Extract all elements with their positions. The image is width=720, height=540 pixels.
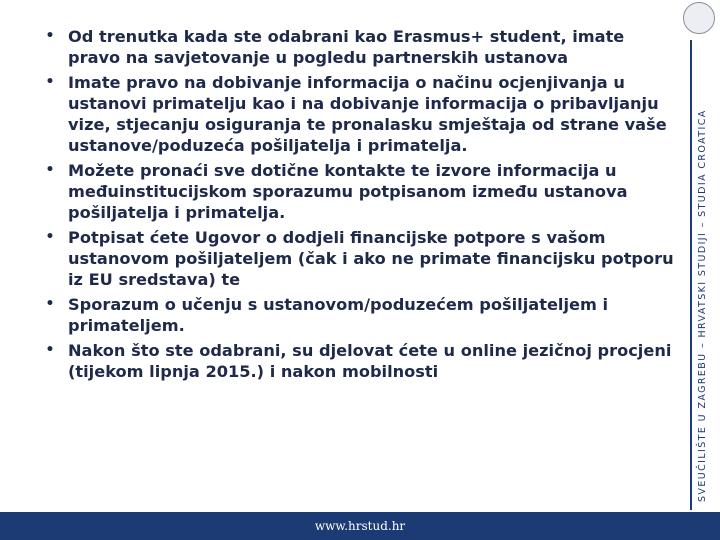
bullet-icon: • bbox=[45, 296, 55, 312]
bullet-text: Nakon što ste odabrani, su djelovat ćete u online jezičnoj procjeni (tijekom lipnja 2015.) i nakon mobilnosti bbox=[68, 341, 672, 381]
bullet-item bbox=[40, 340, 680, 382]
bullet-item bbox=[40, 72, 680, 156]
bullet-text: Sporazum o učenju s ustanovom/poduzećem pošiljateljem i primateljem. bbox=[68, 295, 609, 335]
bullet-text: Možete pronaći sve dotične kontakte te izvore informacija u međuinstitucijskom sporazumu potpisanom između ustanova pošiljatelja i primatelja. bbox=[68, 161, 628, 222]
bullet-item bbox=[40, 26, 680, 68]
bullet-icon: • bbox=[45, 162, 55, 178]
university-seal-icon bbox=[683, 2, 715, 34]
bullet-item bbox=[40, 160, 680, 223]
footer-url: www.hrstud.hr bbox=[314, 519, 406, 533]
slide-content bbox=[40, 26, 680, 386]
sidebar-divider bbox=[690, 40, 692, 510]
bullet-icon: • bbox=[45, 229, 55, 245]
bullet-text: Od trenutka kada ste odabrani kao Erasmus+ student, imate pravo na savjetovanje u pogledu partnerskih ustanova bbox=[68, 27, 625, 67]
bullet-icon: • bbox=[45, 74, 55, 90]
bullet-icon: • bbox=[45, 28, 55, 44]
bullet-list bbox=[40, 26, 680, 382]
bullet-text: Potpisat ćete Ugovor o dodjeli financijske potpore s vašom ustanovom pošiljateljem (čak i ako ne primate financijsku potporu iz EU sredstava) te bbox=[68, 228, 674, 289]
sidebar-institution-text: SVEUČILIŠTE U ZAGREBU – HRVATSKI STUDIJI – STUDIA CROATICA bbox=[697, 109, 708, 502]
bullet-item bbox=[40, 227, 680, 290]
bullet-text: Imate pravo na dobivanje informacija o načinu ocjenjivanja u ustanovi primatelju kao i na dobivanje informacija o pribavljanju vize, stjecanju osiguranja te pronalasku smještaja od strane vaše ustanove/poduzeća pošiljatelja i primatelja. bbox=[68, 73, 667, 155]
bullet-item bbox=[40, 294, 680, 336]
bullet-icon: • bbox=[45, 342, 55, 358]
